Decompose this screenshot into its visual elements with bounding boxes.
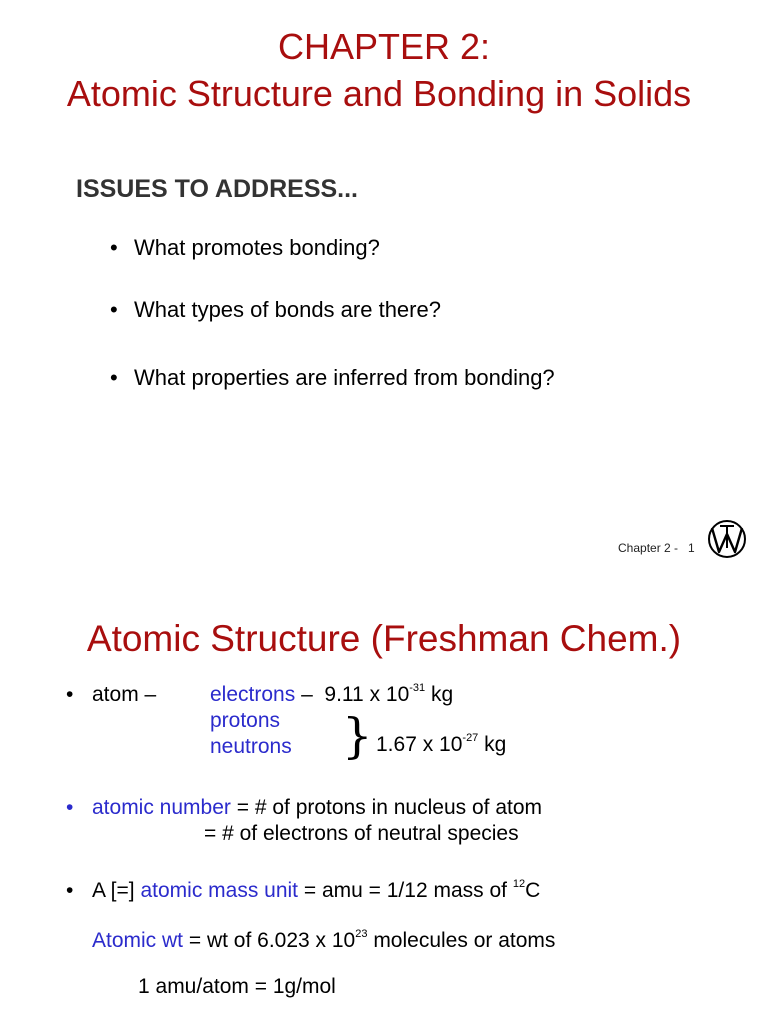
electron-exponent: -31 bbox=[409, 682, 426, 694]
bullet: • bbox=[66, 879, 74, 902]
carbon-mass-number: 12 bbox=[512, 878, 526, 890]
question-item bbox=[110, 235, 380, 261]
page-number: 1 bbox=[688, 541, 695, 555]
slide-footer bbox=[618, 541, 695, 555]
bullet: • bbox=[110, 235, 118, 260]
bullet: • bbox=[66, 796, 74, 819]
electrons-term: electrons bbox=[210, 683, 296, 706]
atomic-wt-term: Atomic wt bbox=[92, 929, 184, 952]
atomic-wt-def: = wt of 6.023 x 10 bbox=[188, 929, 356, 952]
bullet: • bbox=[110, 365, 118, 390]
atomic-number-term: atomic number bbox=[92, 796, 231, 819]
question-text: What types of bonds are there? bbox=[134, 297, 441, 322]
atomic-number-row bbox=[66, 796, 542, 820]
publisher-logo-icon bbox=[706, 518, 748, 560]
grouping-brace: } bbox=[342, 708, 373, 764]
atomic-number-def: = # of protons in nucleus of atom bbox=[236, 796, 543, 819]
chapter-subtitle: Atomic Structure and Bonding in Solids bbox=[66, 73, 692, 114]
amu-per-atom: 1 amu/atom = 1g/mol bbox=[138, 975, 336, 998]
electron-mass: 9.11 x 10 bbox=[324, 683, 410, 706]
question-item bbox=[110, 297, 441, 323]
nucleon-mass-row bbox=[376, 733, 506, 757]
chapter-title: CHAPTER 2: bbox=[277, 26, 491, 67]
amu-prefix: A [=] bbox=[92, 879, 135, 902]
bullet: • bbox=[66, 683, 74, 706]
question-text: What promotes bonding? bbox=[134, 235, 380, 260]
electrons-dash: – bbox=[301, 683, 313, 706]
kg-unit: kg bbox=[431, 683, 454, 706]
protons-term: protons bbox=[210, 709, 281, 732]
carbon-symbol: C bbox=[525, 879, 541, 902]
question-item bbox=[110, 365, 555, 391]
atomic-wt-row bbox=[92, 929, 555, 953]
atom-label: atom – bbox=[92, 683, 157, 706]
neutrons-term: neutrons bbox=[210, 735, 292, 758]
question-text: What properties are inferred from bonding? bbox=[134, 365, 555, 390]
electron-row bbox=[210, 683, 453, 707]
footer-label: Chapter 2 - bbox=[618, 541, 679, 555]
bullet: • bbox=[110, 297, 118, 322]
kg-unit: kg bbox=[484, 733, 507, 756]
nucleon-mass: 1.67 x 10 bbox=[376, 733, 463, 756]
issues-heading: ISSUES TO ADDRESS... bbox=[76, 175, 359, 203]
amu-term: atomic mass unit bbox=[140, 879, 299, 902]
amu-def: = amu = 1/12 mass of bbox=[303, 879, 507, 902]
nucleon-exponent: -27 bbox=[462, 732, 479, 744]
atom-row bbox=[66, 683, 156, 707]
section-title: Atomic Structure (Freshman Chem.) bbox=[86, 618, 682, 659]
avogadro-exponent: 23 bbox=[355, 928, 368, 940]
atomic-wt-tail: molecules or atoms bbox=[373, 929, 556, 952]
atomic-number-def2: = # of electrons of neutral species bbox=[204, 822, 519, 845]
amu-row bbox=[66, 879, 540, 903]
